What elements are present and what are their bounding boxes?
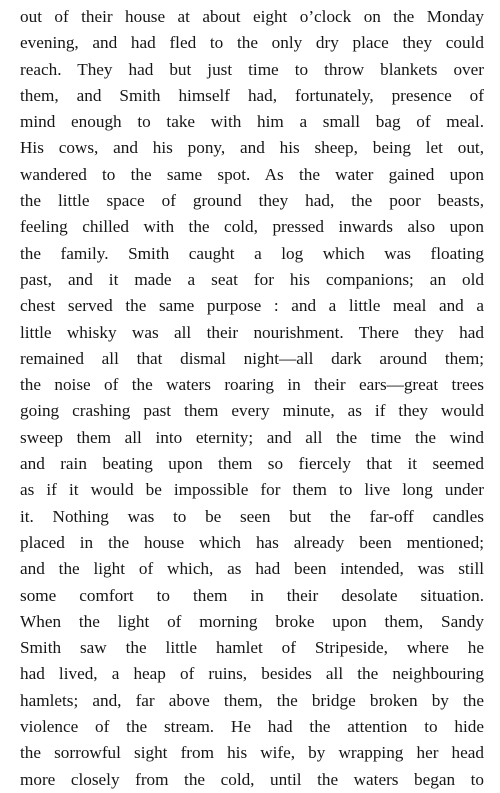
text-line-1: out of their house at about eight o’clock on the Monday [20, 7, 484, 26]
text-line-3: reach. They had but just time to throw blankets over [20, 59, 484, 79]
text-line-21: placed in the house which has already been mentioned; [20, 532, 484, 552]
text-line-4: them, and Smith himself had, fortunately, presence of [20, 85, 484, 105]
text-line-2: evening, and had fled to the only dry place they could [20, 33, 484, 53]
text-line-19: as if it would be impossible for them to live long under [20, 480, 484, 500]
text-line-20: it. Nothing was to be seen but the far-off candles [20, 506, 484, 526]
text-line-30: more closely from the cold, until the waters began to [20, 769, 484, 789]
text-line-29: the sorrowful sight from his wife, by wrapping her head [20, 743, 484, 763]
text-line-11: past, and it made a seat for his companions; an old [20, 269, 484, 289]
text-line-28: violence of the stream. He had the attention to hide [20, 717, 484, 737]
text-line-10: the family. Smith caught a log which was floating [20, 243, 484, 263]
text-line-8: the little space of ground they had, the poor beasts, [20, 191, 484, 211]
text-line-22: and the light of which, as had been intended, was still [20, 559, 484, 579]
text-line-24: When the light of morning broke upon them, Sandy [20, 611, 484, 631]
text-line-17: sweep them all into eternity; and all the time the wind [20, 427, 484, 447]
text-line-25: Smith saw the little hamlet of Stripeside, where he [20, 638, 484, 658]
text-line-16: going crashing past them every minute, as if they would [20, 401, 484, 421]
text-line-12: chest served the same purpose : and a little meal and a [20, 296, 484, 316]
text-line-15: the noise of the waters roaring in their ears—great trees [20, 375, 484, 395]
text-line-5: mind enough to take with him a small bag of meal. [20, 112, 484, 132]
text-line-27: hamlets; and, far above them, the bridge broken by the [20, 690, 484, 710]
text-line-13: little whisky was all their nourishment. There they had [20, 322, 484, 342]
text-line-7: wandered to the same spot. As the water gained upon [20, 164, 484, 184]
text-line-14: remained all that dismal night—all dark around them; [20, 348, 484, 368]
text-line-23: some comfort to them in their desolate situation. [20, 585, 484, 605]
text-line-26: had lived, a heap of ruins, besides all the neighbouring [20, 664, 484, 684]
text-line-9: feeling chilled with the cold, pressed inwards also upon [20, 217, 484, 237]
text-line-6: His cows, and his pony, and his sheep, being let out, [20, 138, 484, 158]
text-line-18: and rain beating upon them so fiercely that it seemed [20, 454, 484, 474]
page-text-block [20, 4, 484, 793]
